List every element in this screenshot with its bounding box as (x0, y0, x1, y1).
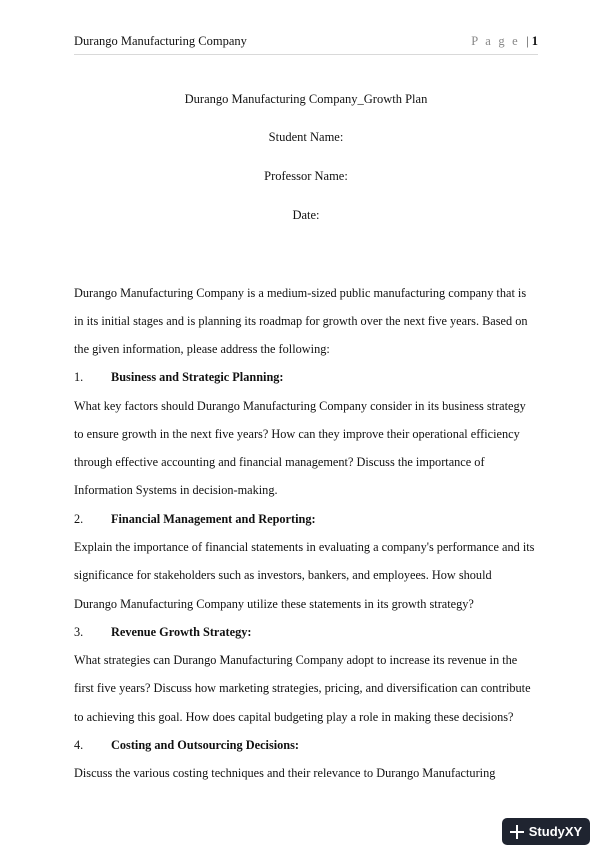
page-header (74, 34, 538, 54)
section-title: Business and Strategic Planning: (111, 370, 284, 384)
header-rule (74, 54, 538, 55)
intro-line: the given information, please address the following: (74, 342, 330, 356)
studyxy-badge[interactable] (502, 818, 590, 845)
section-line: first five years? Discuss how marketing strategies, pricing, and diversification can contribute (74, 681, 531, 695)
student-name-line: Student Name: (268, 130, 344, 144)
plus-icon (510, 825, 524, 839)
section-title: Revenue Growth Strategy: (111, 625, 252, 639)
section-title: Financial Management and Reporting: (111, 512, 316, 526)
page-number: 1 (531, 34, 538, 48)
section-line: Explain the importance of financial statements in evaluating a company's performance and its (74, 540, 535, 554)
section-line: Information Systems in decision-making. (74, 483, 278, 497)
section-number: 1. (74, 370, 84, 384)
section-number: 3. (74, 625, 84, 639)
document-title: Durango Manufacturing Company_Growth Plan (184, 92, 428, 106)
section-heading (74, 738, 299, 753)
intro-line: in its initial stages and is planning its roadmap for growth over the next five years. Based on (74, 314, 528, 328)
intro-line: Durango Manufacturing Company is a medium-sized public manufacturing company that is (74, 286, 527, 300)
professor-name-line: Professor Name: (264, 169, 348, 183)
section-line: Discuss the various costing techniques and their relevance to Durango Manufacturing (74, 766, 496, 780)
header-company-name: Durango Manufacturing Company (74, 34, 247, 48)
date-line: Date: (292, 208, 320, 222)
section-title: Costing and Outsourcing Decisions: (111, 738, 300, 752)
section-heading (74, 512, 316, 527)
section-number: 2. (74, 512, 84, 526)
page-label: P a g e (471, 34, 520, 48)
section-line: What strategies can Durango Manufacturing Company adopt to increase its revenue in the (74, 653, 518, 667)
page-indicator (471, 34, 538, 49)
section-line: What key factors should Durango Manufacturing Company consider in its business strategy (74, 399, 526, 413)
section-heading (74, 370, 284, 385)
section-line: through effective accounting and financial management? Discuss the importance of (74, 455, 485, 469)
section-line: Durango Manufacturing Company utilize these statements in its growth strategy? (74, 597, 474, 611)
section-line: significance for stakeholders such as investors, bankers, and employees. How should (74, 568, 492, 582)
section-line: to achieving this goal. How does capital budgeting play a role in making these decisions? (74, 710, 514, 724)
section-number: 4. (74, 738, 84, 752)
page-separator: | (526, 34, 529, 48)
section-line: to ensure growth in the next five years? How can they improve their operational efficiency (74, 427, 520, 441)
badge-label: StudyXY (528, 824, 583, 839)
section-heading (74, 625, 251, 640)
